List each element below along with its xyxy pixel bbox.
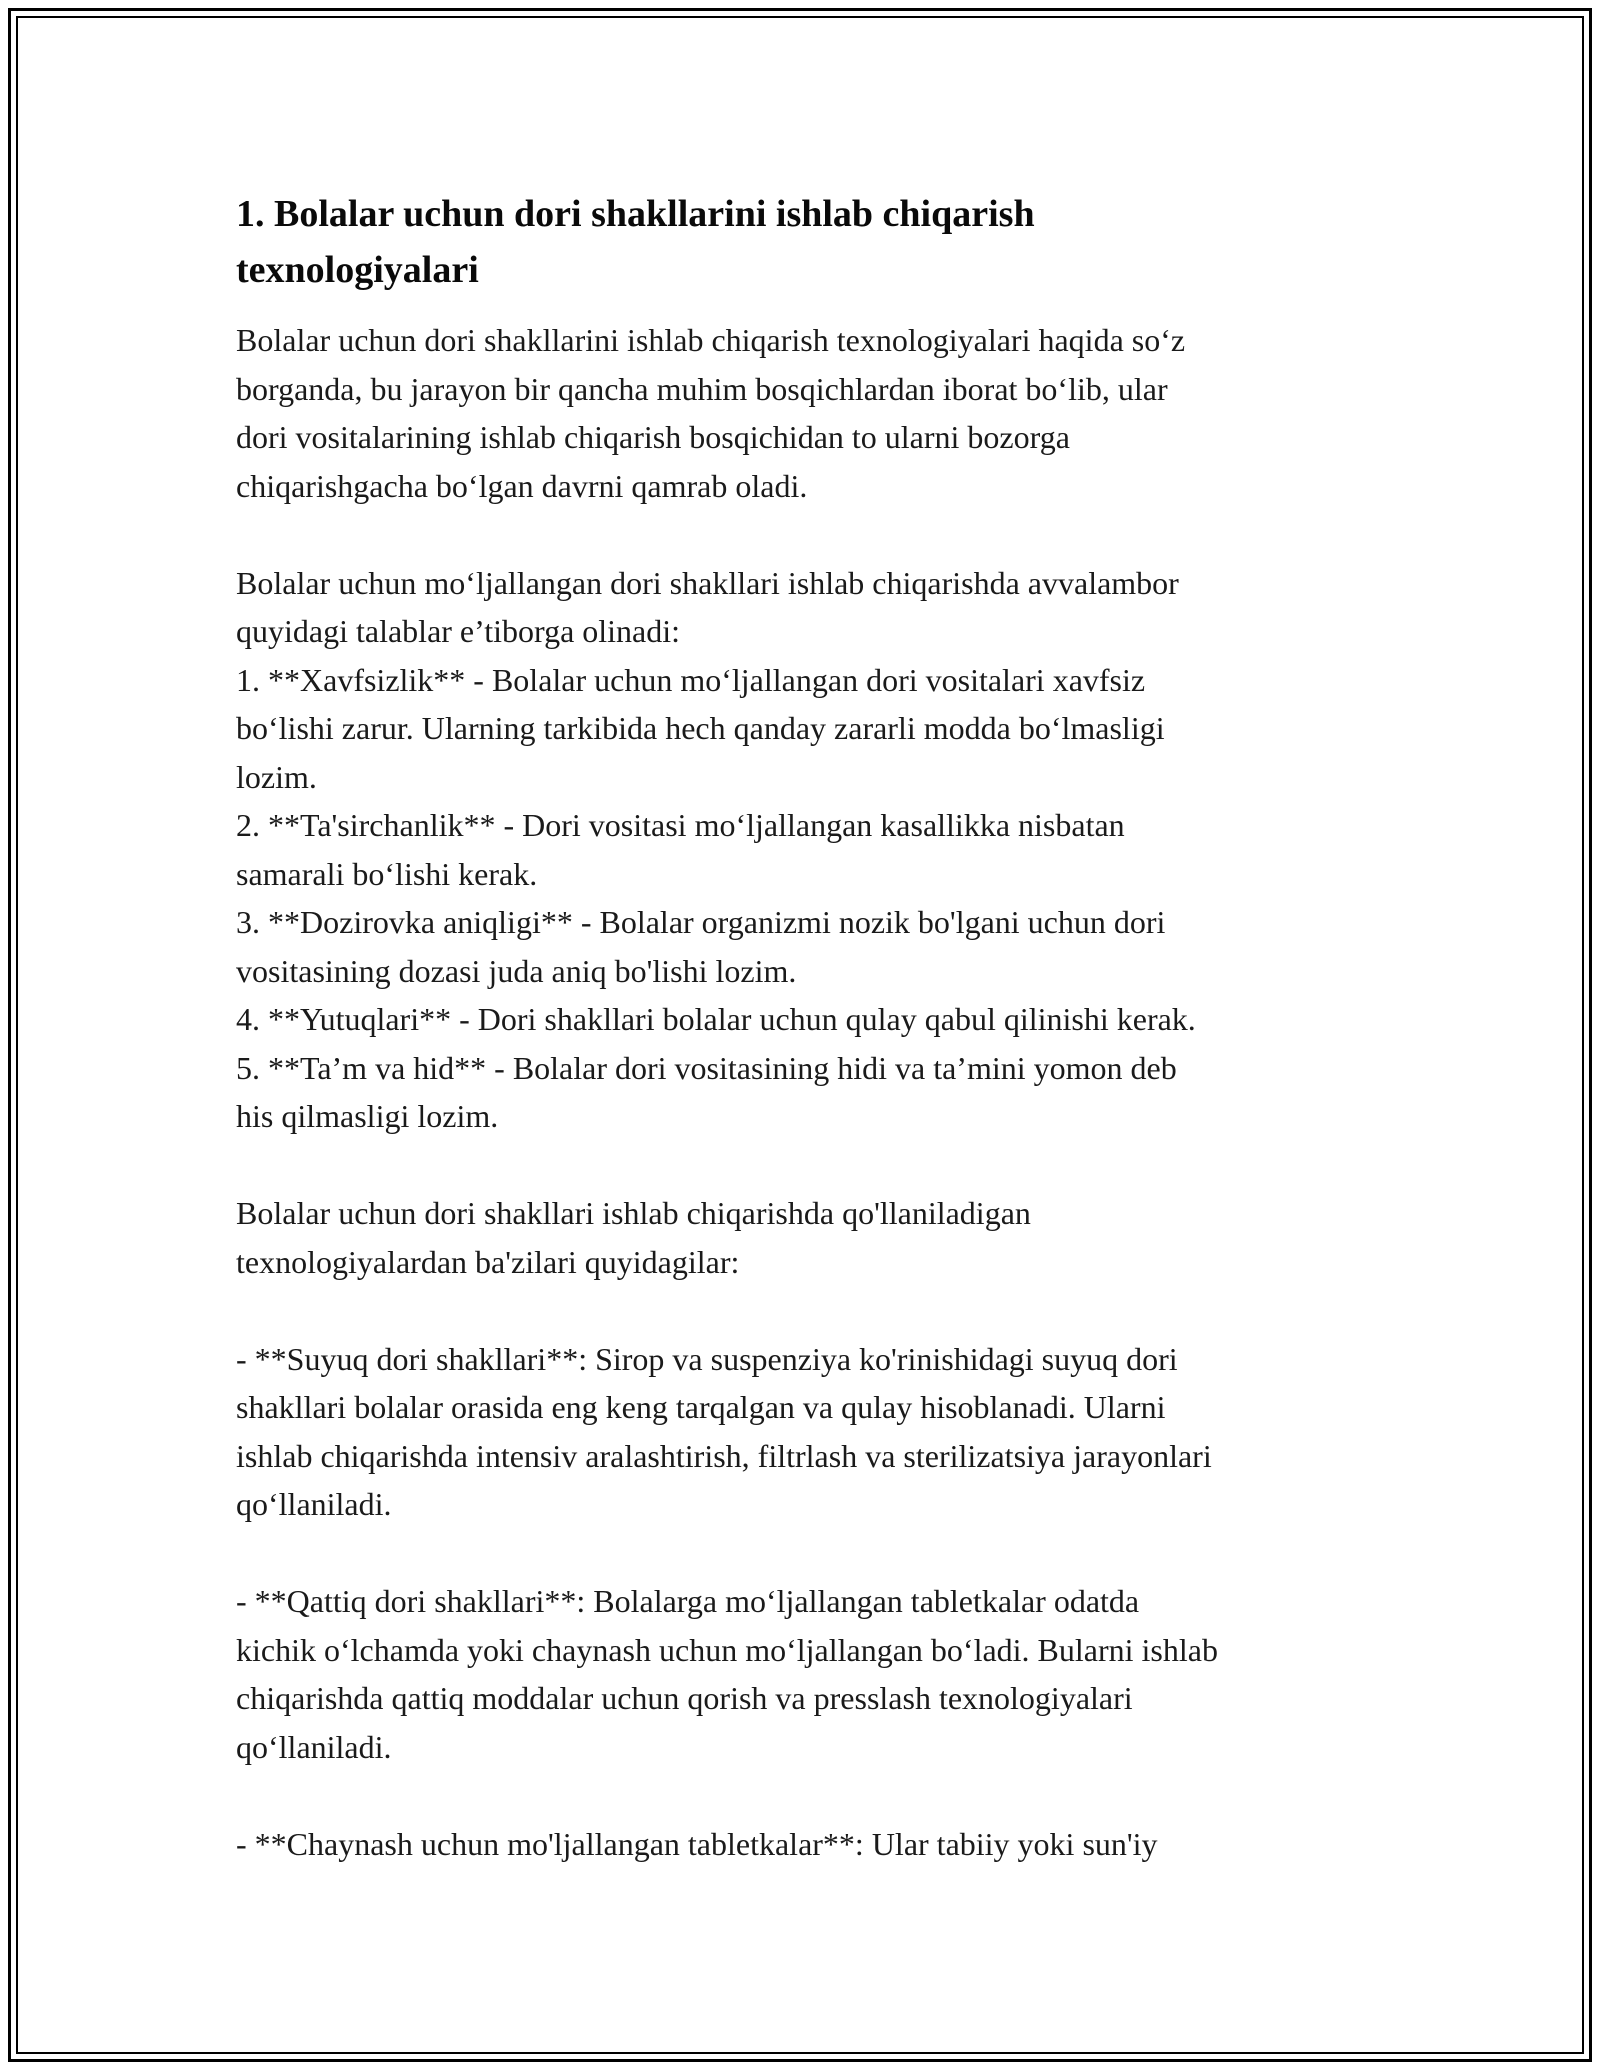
requirements-paragraph — [236, 559, 1386, 1141]
text-line: qo‘llaniladi. — [236, 1728, 392, 1765]
page-title — [236, 186, 1386, 298]
paragraph-gap — [236, 1771, 1386, 1820]
paragraph-gap — [236, 1141, 1386, 1190]
text-line: kichik o‘lchamda yoki chaynash uchun mo‘ljallangan bo‘ladi. Bularni ishlab — [236, 1631, 1218, 1668]
paragraph-gap — [236, 1529, 1386, 1578]
text-line: ishlab chiqarishda intensiv aralashtirish, filtrlash va sterilizatsiya jarayonlari — [236, 1437, 1212, 1474]
list-item: 3. **Dozirovka aniqligi** - Bolalar organizmi nozik bo'lgani uchun dori — [236, 904, 1166, 940]
list-item: - **Suyuq dori shakllari**: Sirop va suspenziya ko'rinishidagi suyuq dori — [236, 1340, 1178, 1377]
page-title-line-1: 1. Bolalar uchun dori shakllarini ishlab chiqarish — [236, 193, 1035, 235]
text-line: chiqarishgacha bo‘lgan davrni qamrab oladi. — [236, 467, 808, 504]
page-title-line-2: texnologiyalari — [236, 249, 479, 291]
text-line: Bolalar uchun dori shakllari ishlab chiqarishda qo'llaniladigan — [236, 1195, 1031, 1231]
text-line: borganda, bu jarayon bir qancha muhim bosqichlardan iborat bo‘lib, ular — [236, 370, 1168, 407]
technologies-intro-paragraph — [236, 1189, 1386, 1286]
liquid-forms-paragraph — [236, 1335, 1386, 1529]
text-line: vositasining dozasi juda aniq bo'lishi lozim. — [236, 952, 797, 989]
solid-forms-paragraph — [236, 1577, 1386, 1771]
text-line: Bolalar uchun mo‘ljallangan dori shakllari ishlab chiqarishda avvalambor — [236, 564, 1179, 601]
paragraph-gap — [236, 510, 1386, 559]
text-line: his qilmasligi lozim. — [236, 1098, 499, 1134]
chewable-tablets-paragraph — [236, 1820, 1386, 1869]
paragraph-gap — [236, 1286, 1386, 1335]
list-item: 1. **Xavfsizlik** - Bolalar uchun mo‘ljallangan dori vositalari xavfsiz — [236, 661, 1146, 698]
text-line: Bolalar uchun dori shakllarini ishlab chiqarish texnologiyalari haqida so‘z — [236, 322, 1186, 358]
list-item: 4. **Yutuqlari** - Dori shakllari bolalar uchun qulay qabul qilinishi kerak. — [236, 1001, 1196, 1037]
text-line: bo‘lishi zarur. Ularning tarkibida hech qanday zararli modda bo‘lmasligi — [236, 710, 1165, 746]
list-item: 5. **Ta’m va hid** - Bolalar dori vositasining hidi va ta’mini yomon deb — [236, 1049, 1177, 1086]
text-line: dori vositalarining ishlab chiqarish bosqichidan to ularni bozorga — [236, 419, 1070, 455]
text-line: chiqarishda qattiq moddalar uchun qorish va presslash texnologiyalari — [236, 1680, 1133, 1716]
text-line: texnologiyalardan ba'zilari quyidagilar: — [236, 1243, 740, 1280]
text-line: qo‘llaniladi. — [236, 1486, 392, 1522]
text-line: quyidagi talablar e’tiborga olinadi: — [236, 613, 681, 649]
text-line: shakllari bolalar orasida eng keng tarqalgan va qulay hisoblanadi. Ularni — [236, 1389, 1166, 1425]
text-line: lozim. — [236, 758, 317, 795]
intro-paragraph — [236, 316, 1386, 510]
list-item: - **Qattiq dori shakllari**: Bolalarga mo‘ljallangan tabletkalar odatda — [236, 1583, 1140, 1619]
list-item: - **Chaynash uchun mo'ljallangan tabletkalar**: Ular tabiiy yoki sun'iy — [236, 1825, 1158, 1862]
document-body — [236, 186, 1386, 1868]
list-item: 2. **Ta'sirchanlik** - Dori vositasi mo‘ljallangan kasallikka nisbatan — [236, 807, 1125, 843]
text-line: samarali bo‘lishi kerak. — [236, 855, 538, 892]
